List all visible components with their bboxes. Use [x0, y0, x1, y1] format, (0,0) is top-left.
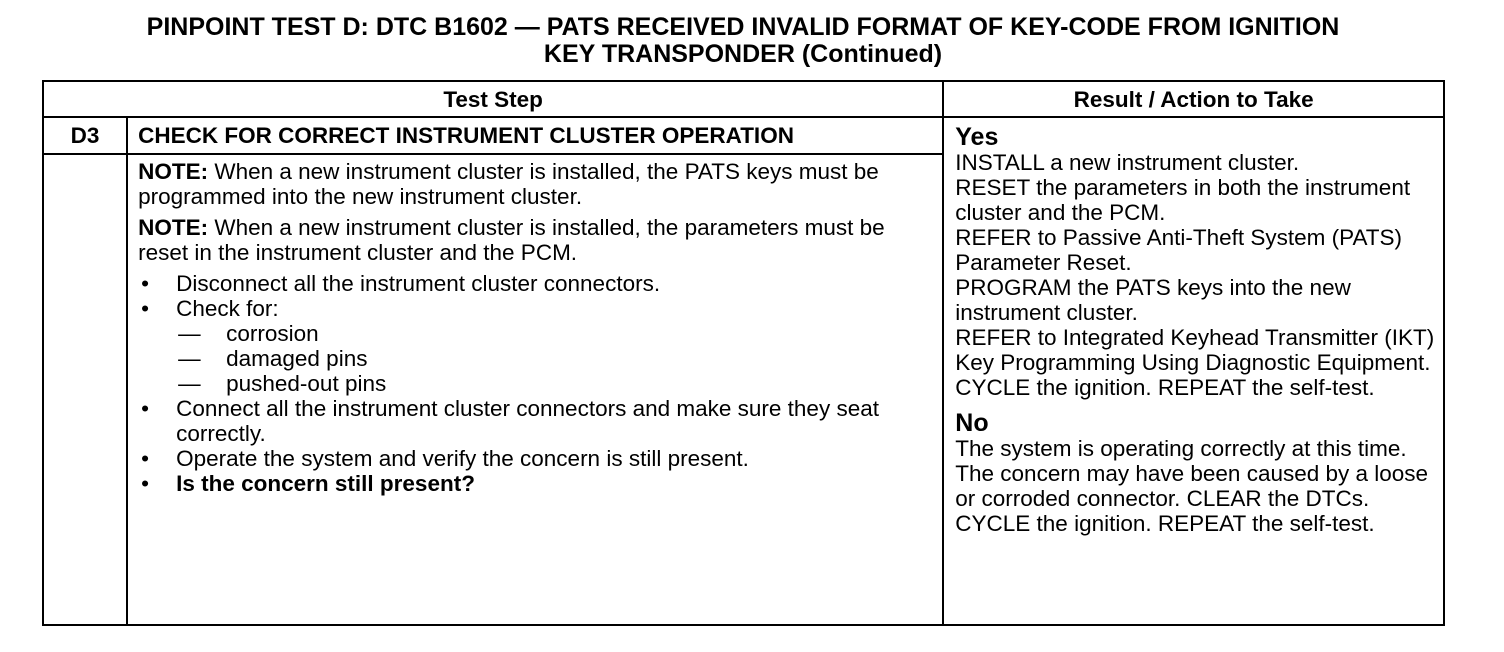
result-cell [943, 117, 1444, 625]
step-id: D3 [43, 117, 127, 154]
no-label: No [955, 409, 989, 437]
yes-label: Yes [955, 123, 999, 151]
header-row [43, 81, 1444, 117]
page-title-line-1: PINPOINT TEST D: DTC B1602 — PATS RECEIVED INVALID FORMAT OF KEY-CODE FROM IGNITION [146, 13, 1340, 41]
step-body [127, 154, 943, 625]
check-for-list [176, 321, 932, 396]
list-item [176, 371, 932, 396]
bullet-text: Connect all the instrument cluster connectors and make sure they seat correctly. [176, 396, 879, 446]
list-item [138, 471, 932, 496]
step-bullet-list [138, 271, 932, 496]
step-title: CHECK FOR CORRECT INSTRUMENT CLUSTER OPERATION [127, 117, 943, 154]
note-text: When a new instrument cluster is installed, the PATS keys must be programmed into the new instrument cluster. [138, 159, 879, 209]
bullet-text: Check for: [176, 296, 279, 321]
yes-action-2: RESET the parameters in both the instrument cluster and the PCM. [955, 175, 1411, 225]
yes-action-4: PROGRAM the PATS keys into the new instrument cluster. [955, 275, 1351, 325]
bullet-icon: • [141, 396, 149, 421]
note-1 [138, 159, 932, 209]
bullet-icon: • [141, 296, 149, 321]
empty-id-cell [43, 154, 127, 625]
bullet-icon: • [141, 446, 149, 471]
list-item [138, 271, 932, 296]
check-item: pushed-out pins [226, 371, 387, 396]
pinpoint-test-table [42, 80, 1445, 626]
no-action: The system is operating correctly at this time. The concern may have been caused by a loose or corroded connector. CLEAR the DTCs. CYCLE the ignition. REPEAT the self-test. [955, 436, 1429, 536]
note-text: When a new instrument cluster is installed, the parameters must be reset in the instrument cluster and the PCM. [138, 215, 885, 265]
check-item: corrosion [226, 321, 319, 346]
bullet-text: Disconnect all the instrument cluster connectors. [176, 271, 661, 296]
note-2 [138, 215, 932, 265]
yes-action-1: INSTALL a new instrument cluster. [955, 150, 1300, 175]
note-label: NOTE: [138, 159, 209, 184]
step-title-row [43, 117, 1444, 154]
list-item [176, 321, 932, 346]
page-title [0, 14, 1486, 68]
dash-icon: — [178, 346, 201, 371]
yes-action-5: REFER to Integrated Keyhead Transmitter (IKT) Key Programming Using Diagnostic Equipment. CYCLE the ignition. REPEAT the self-test. [955, 325, 1435, 400]
dash-icon: — [178, 371, 201, 396]
bullet-icon: • [141, 471, 149, 496]
yes-action-3: REFER to Passive Anti-Theft System (PATS) Parameter Reset. [955, 225, 1403, 275]
list-item [138, 396, 932, 446]
list-item [176, 346, 932, 371]
result-header: Result / Action to Take [943, 81, 1444, 117]
bullet-text: Operate the system and verify the concern is still present. [176, 446, 749, 471]
page-title-line-2: KEY TRANSPONDER (Continued) [543, 40, 943, 68]
bullet-icon: • [141, 271, 149, 296]
test-step-header: Test Step [43, 81, 943, 117]
check-item: damaged pins [226, 346, 368, 371]
dash-icon: — [178, 321, 201, 346]
note-label: NOTE: [138, 215, 209, 240]
list-item [138, 296, 932, 396]
step-question: Is the concern still present? [176, 471, 475, 496]
list-item [138, 446, 932, 471]
